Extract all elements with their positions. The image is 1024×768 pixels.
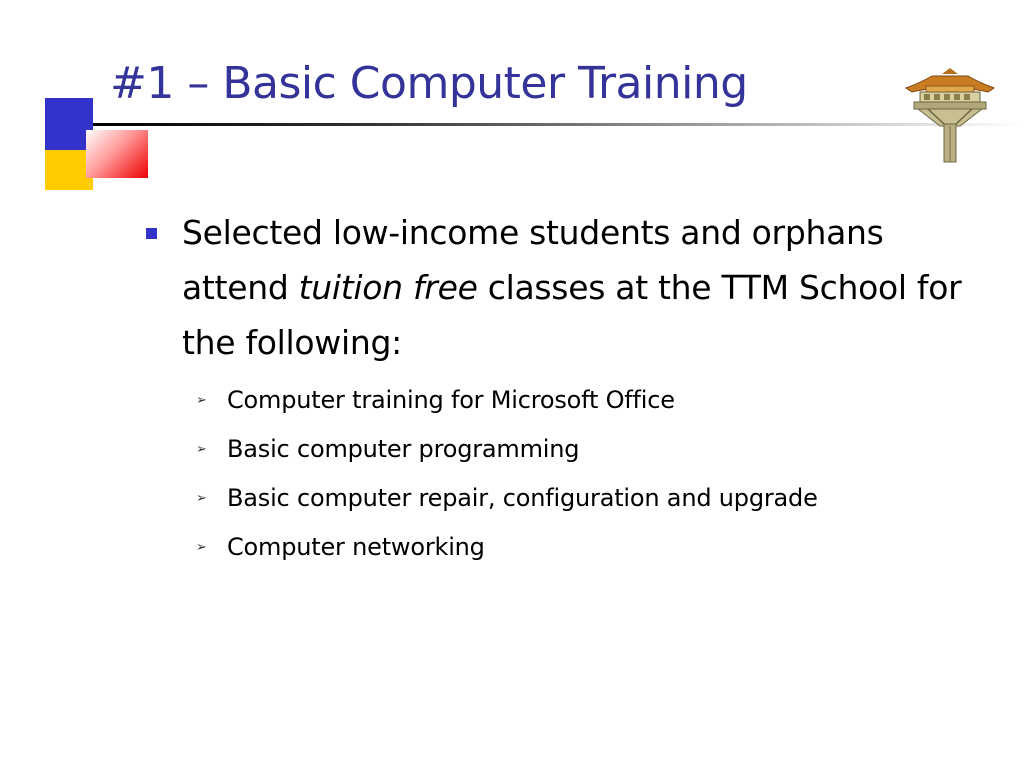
sub-bullet-item — [140, 425, 1000, 474]
arrow-bullet-icon: ➢ — [196, 393, 207, 408]
sub-bullet-text: Computer networking — [227, 533, 485, 561]
decor-red-gradient-square — [86, 130, 148, 178]
main-bullet — [140, 205, 1000, 370]
sub-bullet-text: Basic computer programming — [227, 435, 580, 463]
arrow-bullet-icon: ➢ — [196, 540, 207, 555]
pagoda-icon — [902, 66, 998, 164]
sub-bullet-item — [140, 523, 1000, 572]
main-bullet-emphasis: tuition free — [298, 268, 478, 307]
slide-content — [140, 205, 1000, 572]
sub-bullet-list — [140, 376, 1000, 572]
sub-bullet-item — [140, 376, 1000, 425]
sub-bullet-text: Basic computer repair, configuration and upgrade — [227, 484, 818, 512]
title-underline — [93, 123, 1024, 126]
sub-bullet-text: Computer training for Microsoft Office — [227, 386, 675, 414]
arrow-bullet-icon: ➢ — [196, 491, 207, 506]
main-bullet-text-before: Selected low-income students and orphans attend — [182, 213, 884, 307]
slide-title: #1 – Basic Computer Training — [110, 58, 748, 109]
arrow-bullet-icon: ➢ — [196, 442, 207, 457]
square-bullet-icon — [146, 228, 157, 239]
main-bullet-text-after: classes at the TTM School for the following: — [182, 268, 962, 362]
sub-bullet-item — [140, 474, 1000, 523]
